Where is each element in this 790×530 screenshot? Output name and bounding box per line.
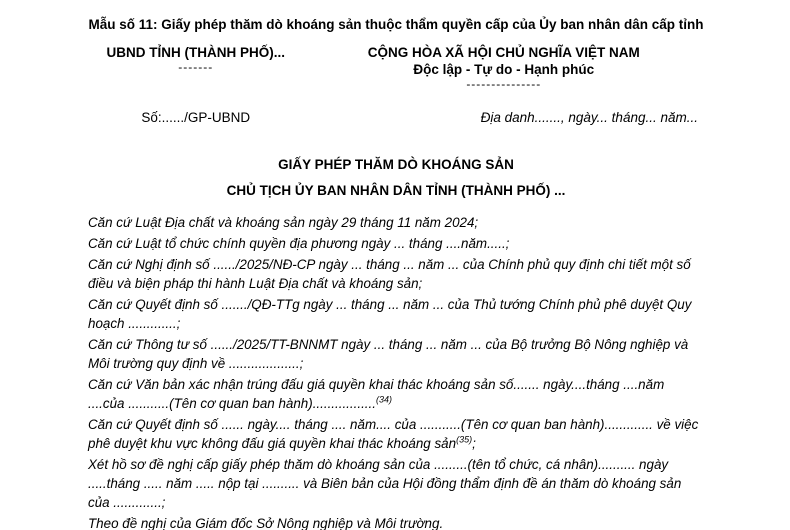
footnote-ref-34: (34) xyxy=(375,394,392,405)
dossier-review-paragraph: Xét hồ sơ đề nghị cấp giấy phép thăm dò khoáng sản của .........(tên tổ chức, cá nhân).......... ngày .....tháng ..... năm ..... nộp tại .......... và Biên bản của Hội đồng thẩm định đề án thăm dò khoáng sản của .............; xyxy=(88,457,682,510)
place-and-date: Địa danh......., ngày... tháng... năm... xyxy=(480,110,698,125)
legal-basis-paragraph: Căn cứ Quyết định số ...... ngày.... tháng .... năm.... của ...........(Tên cơ quan ban hành)............. về việc phê duyệt khu vực không đấu giá quyền khai thác khoáng sản$^{(35)}$; xyxy=(88,417,699,451)
issuing-agency-divider: ------- xyxy=(178,60,214,74)
legal-basis-paragraph: Căn cứ Quyết định số ......./QĐ-TTg ngày ... tháng ... năm ... của Thủ tướng Chính phủ phê duyệt Quy hoạch .............; xyxy=(88,297,692,331)
legal-basis-paragraph: Căn cứ Luật tổ chức chính quyền địa phương ngày ... tháng ....năm.....; xyxy=(88,236,510,251)
national-motto-divider: --------------- xyxy=(466,77,542,91)
national-title: CỘNG HÒA XÃ HỘI CHỦ NGHĨA VIỆT NAM xyxy=(367,45,640,60)
form-label: Mẫu số 11: Giấy phép thăm dò khoáng sản thuộc thẩm quyền cấp của Ủy ban nhân dân cấp tỉnh xyxy=(88,17,704,32)
legal-basis-paragraph: Căn cứ Luật Địa chất và khoáng sản ngày 29 tháng 11 năm 2024; xyxy=(88,215,479,230)
issuing-agency-name: UBND TỈNH (THÀNH PHỐ)... xyxy=(106,45,286,60)
legal-basis-paragraph: Căn cứ Thông tư số ....../2025/TT-BNNMT ngày ... tháng ... năm ... của Bộ trưởng Bộ Nông nghiệp và Môi trường quy định về ...................; xyxy=(88,337,689,371)
license-title: GIẤY PHÉP THĂM DÒ KHOÁNG SẢN xyxy=(278,157,514,172)
document-header xyxy=(88,44,704,90)
document-meta-row xyxy=(88,110,704,125)
issuing-agency-block xyxy=(88,44,304,90)
document-title-block xyxy=(88,156,704,199)
legal-basis-paragraph: Căn cứ Văn bản xác nhận trúng đấu giá quyền khai thác khoáng sản số....... ngày....tháng ....năm ....của ...........(Tên cơ quan ban hành).................$^{(34)}$ xyxy=(88,377,665,411)
document-body xyxy=(88,213,704,530)
legal-basis-paragraph: Căn cứ Nghị định số ....../2025/NĐ-CP ngày ... tháng ... năm ... của Chính phủ quy định chi tiết một số điều và biện pháp thi hành Luật Địa chất và khoáng sản; xyxy=(88,257,691,291)
national-motto: Độc lập - Tự do - Hạnh phúc xyxy=(413,62,595,77)
issuer-title: CHỦ TỊCH ỦY BAN NHÂN DÂN TỈNH (THÀNH PHỐ) ... xyxy=(226,183,566,198)
document-number: Số:....../GP-UBND xyxy=(141,110,251,125)
proposal-paragraph: Theo đề nghị của Giám đốc Sở Nông nghiệp và Môi trường. xyxy=(88,516,444,530)
footnote-ref-35: (35) xyxy=(456,434,473,445)
national-header-block xyxy=(304,44,704,90)
